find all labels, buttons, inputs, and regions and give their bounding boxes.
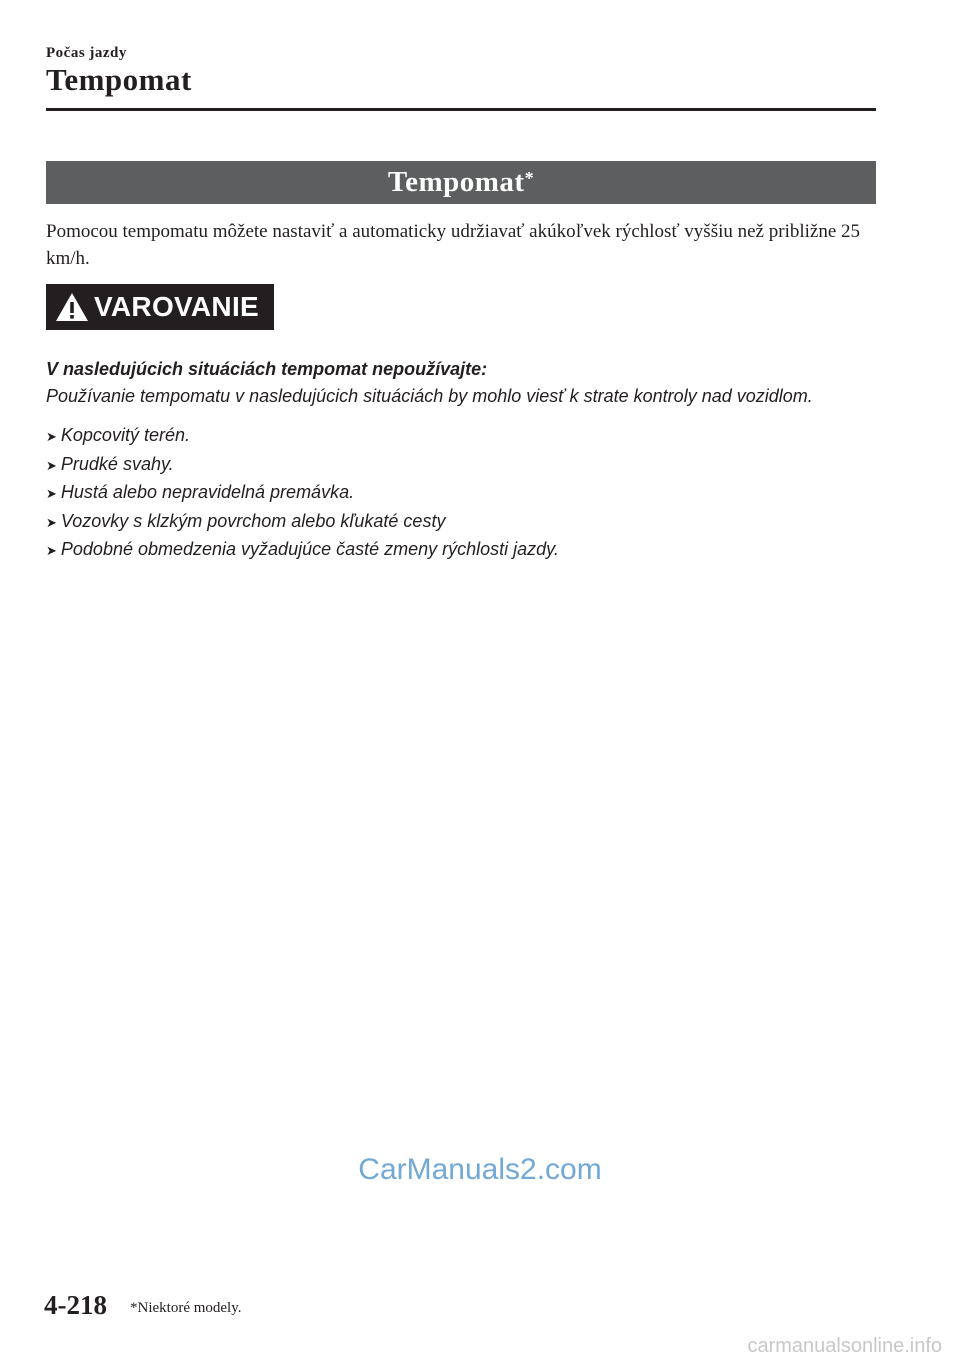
warning-triangle-icon: [54, 291, 90, 323]
arrow-bullet-icon: ➤: [46, 543, 57, 558]
watermark: CarManuals2.com: [358, 1153, 602, 1186]
list-item: ➤ Kopcovitý terén.: [46, 422, 876, 451]
arrow-bullet-icon: ➤: [46, 457, 57, 473]
list-item: ➤ Vozovky s klzkým povrchom alebo kľukaté cesty: [46, 508, 876, 537]
arrow-bullet-icon: ➤: [46, 429, 57, 444]
warning-text: Používanie tempomatu v nasledujúcich situáciách by mohlo viesť k strate kontroly nad vozidlom.: [46, 386, 813, 406]
footnote: *Niektoré modely.: [130, 1300, 242, 1316]
arrow-bullet-icon: ➤: [46, 486, 57, 501]
intro-paragraph: Pomocou tempomatu môžete nastaviť a automaticky udržiavať akúkoľvek rýchlosť vyššiu než približne 25 km/h.: [46, 221, 861, 269]
section-label: Počas jazdy: [46, 45, 127, 61]
list-item: ➤ Podobné obmedzenia vyžadujúce časté zmeny rýchlosti jazdy.: [46, 536, 876, 565]
warning-body: [46, 356, 876, 565]
header-rule: [46, 108, 876, 111]
topic-banner: [46, 161, 876, 204]
chapter-title: Tempomat: [46, 62, 192, 97]
list-item: ➤ Prudké svahy.: [46, 451, 876, 480]
page-number: 4-218: [44, 1290, 107, 1320]
warning-label: VAROVANIE: [94, 291, 260, 322]
footnote-mark: *: [524, 168, 535, 188]
warning-heading: V nasledujúcich situáciách tempomat nepoužívajte:: [46, 359, 488, 379]
arrow-bullet-icon: ➤: [46, 514, 57, 530]
list-item: ➤ Hustá alebo nepravidelná premávka.: [46, 479, 876, 508]
warning-badge: [46, 284, 274, 330]
topic-title: Tempomat: [387, 166, 525, 198]
site-watermark: carmanualsonline.info: [747, 1335, 942, 1357]
conditions-list: [46, 422, 876, 565]
